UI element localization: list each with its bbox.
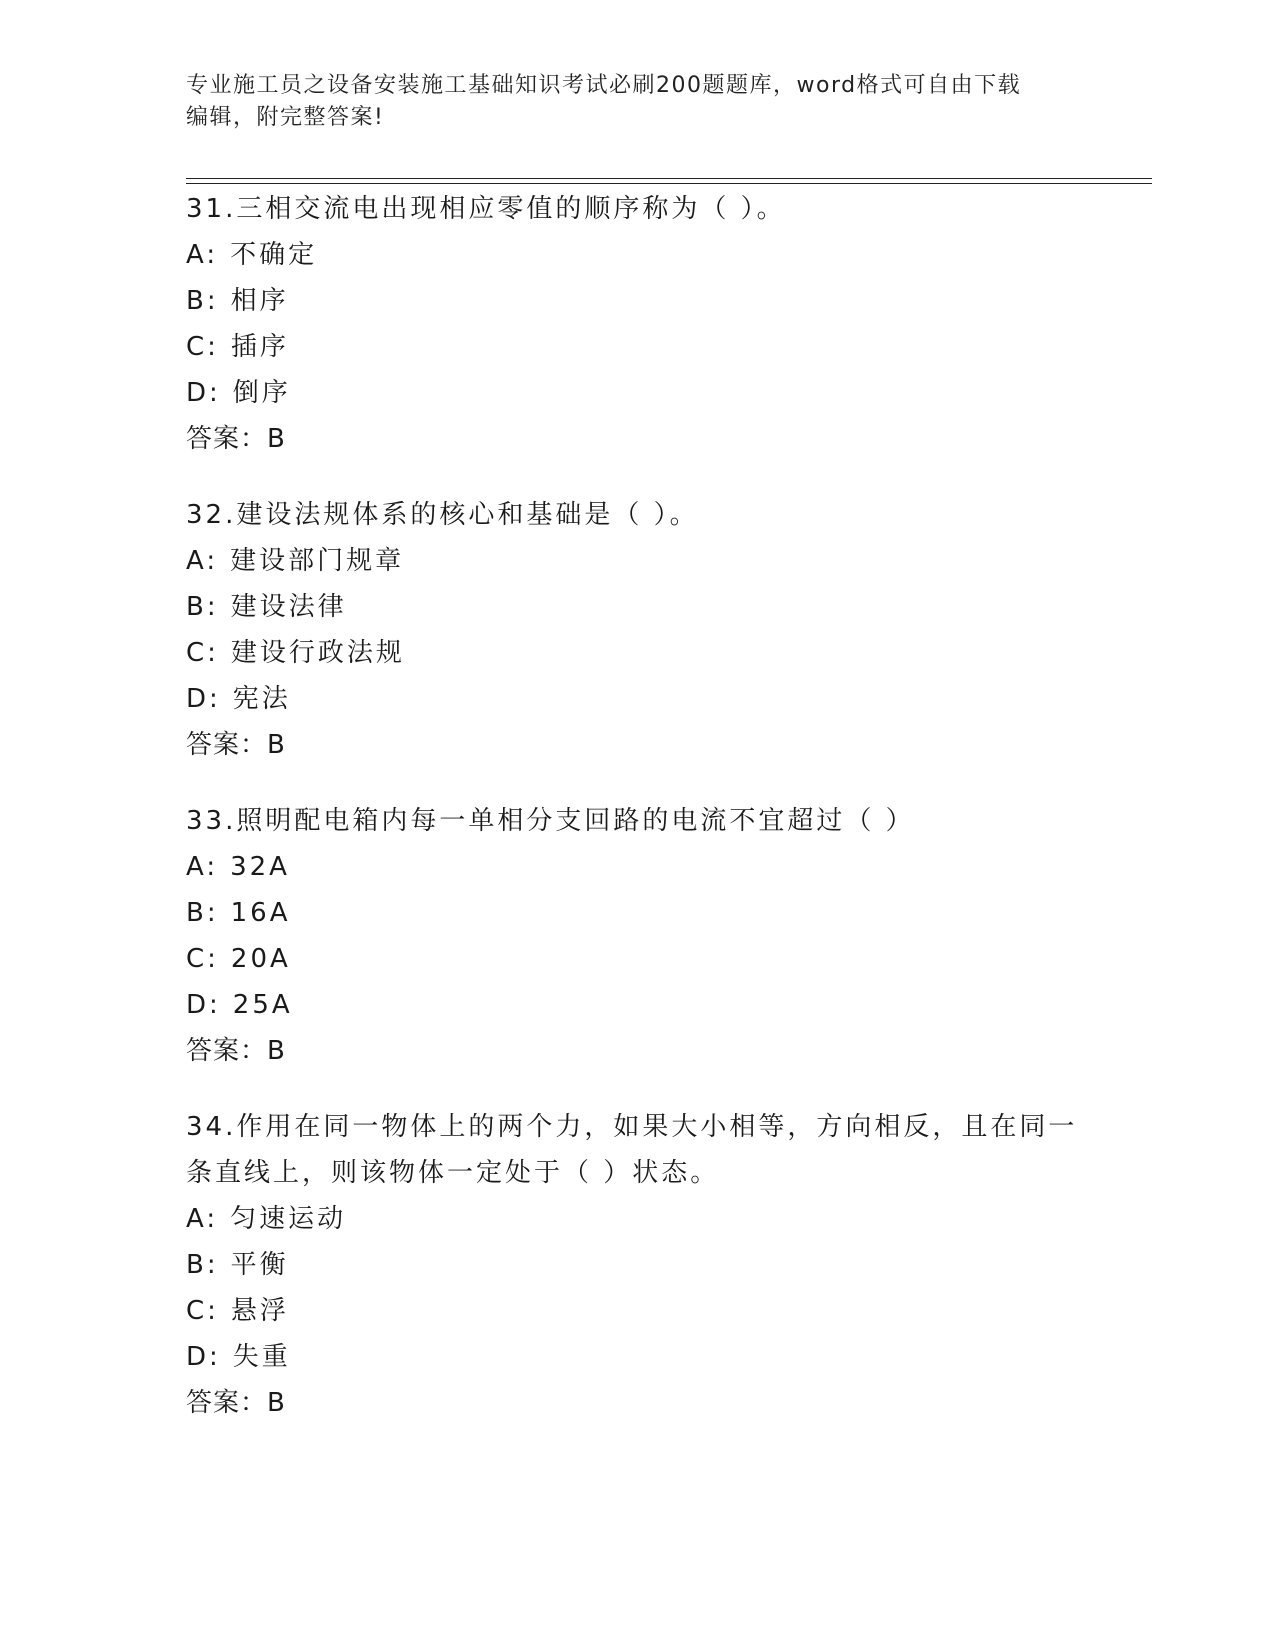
option-c (186, 1288, 1086, 1334)
document-header (186, 70, 1076, 134)
option-letter: C: (186, 944, 219, 974)
option-letter: B: (186, 286, 219, 316)
option-letter: A: (186, 852, 219, 882)
option-letter: D: (186, 378, 221, 408)
option-b (186, 278, 1086, 324)
header-divider-top (186, 178, 1152, 179)
option-letter: A: (186, 546, 219, 576)
answer-line (186, 416, 1086, 462)
option-letter: D: (186, 684, 221, 714)
answer-label: 答案： (186, 1036, 268, 1066)
option-letter: B: (186, 1250, 219, 1280)
option-text: 20A (230, 944, 291, 974)
option-c (186, 324, 1086, 370)
option-letter: D: (186, 1342, 221, 1372)
option-b (186, 1242, 1086, 1288)
question-33 (186, 798, 1086, 1074)
option-text: 匀速运动 (230, 1204, 347, 1234)
option-c (186, 936, 1086, 982)
option-c (186, 630, 1086, 676)
header-line-2: 编辑，附完整答案! (186, 105, 385, 130)
option-a (186, 1196, 1086, 1242)
option-b (186, 890, 1086, 936)
question-title: 31.三相交流电出现相应零值的顺序称为（ ）。 (186, 194, 786, 224)
option-text: 宪法 (232, 684, 291, 714)
answer-value: B (267, 1036, 286, 1066)
header-divider-bottom (186, 183, 1152, 184)
option-text: 相序 (230, 286, 289, 316)
answer-label: 答案： (186, 730, 268, 760)
answer-value: B (267, 730, 286, 760)
option-text: 不确定 (230, 240, 318, 270)
option-a (186, 232, 1086, 278)
option-letter: C: (186, 332, 219, 362)
answer-line (186, 722, 1086, 768)
option-d (186, 982, 1086, 1028)
question-title-continued: 条直线上，则该物体一定处于（ ）状态。 (186, 1158, 720, 1188)
option-text: 倒序 (232, 378, 291, 408)
question-32 (186, 492, 1086, 768)
answer-line (186, 1380, 1086, 1426)
option-text: 插序 (230, 332, 289, 362)
header-line-1: 专业施工员之设备安装施工基础知识考试必刷200题题库，word格式可自由下载 (186, 73, 1022, 98)
question-title: 32.建设法规体系的核心和基础是（ ）。 (186, 500, 699, 530)
option-text: 16A (230, 898, 291, 928)
option-d (186, 1334, 1086, 1380)
option-text: 悬浮 (230, 1296, 289, 1326)
answer-line (186, 1028, 1086, 1074)
answer-value: B (267, 1388, 286, 1418)
option-text: 32A (230, 852, 290, 882)
answer-label: 答案： (186, 1388, 268, 1418)
option-letter: B: (186, 898, 219, 928)
option-letter: C: (186, 638, 219, 668)
option-text: 建设部门规章 (230, 546, 405, 576)
option-text: 平衡 (230, 1250, 289, 1280)
option-letter: B: (186, 592, 219, 622)
option-d (186, 676, 1086, 722)
option-b (186, 584, 1086, 630)
option-letter: A: (186, 240, 219, 270)
option-a (186, 844, 1086, 890)
option-text: 25A (232, 990, 293, 1020)
option-d (186, 370, 1086, 416)
option-text: 建设行政法规 (230, 638, 405, 668)
question-34 (186, 1104, 1086, 1426)
option-a (186, 538, 1086, 584)
question-title: 33.照明配电箱内每一单相分支回路的电流不宜超过（ ） (186, 806, 915, 836)
answer-value: B (267, 424, 286, 454)
option-letter: C: (186, 1296, 219, 1326)
option-text: 建设法律 (230, 592, 347, 622)
option-letter: D: (186, 990, 221, 1020)
option-text: 失重 (232, 1342, 291, 1372)
question-31 (186, 186, 1086, 462)
question-title: 34.作用在同一物体上的两个力，如果大小相等，方向相反，且在同一 (186, 1112, 1078, 1142)
option-letter: A: (186, 1204, 219, 1234)
answer-label: 答案： (186, 424, 268, 454)
